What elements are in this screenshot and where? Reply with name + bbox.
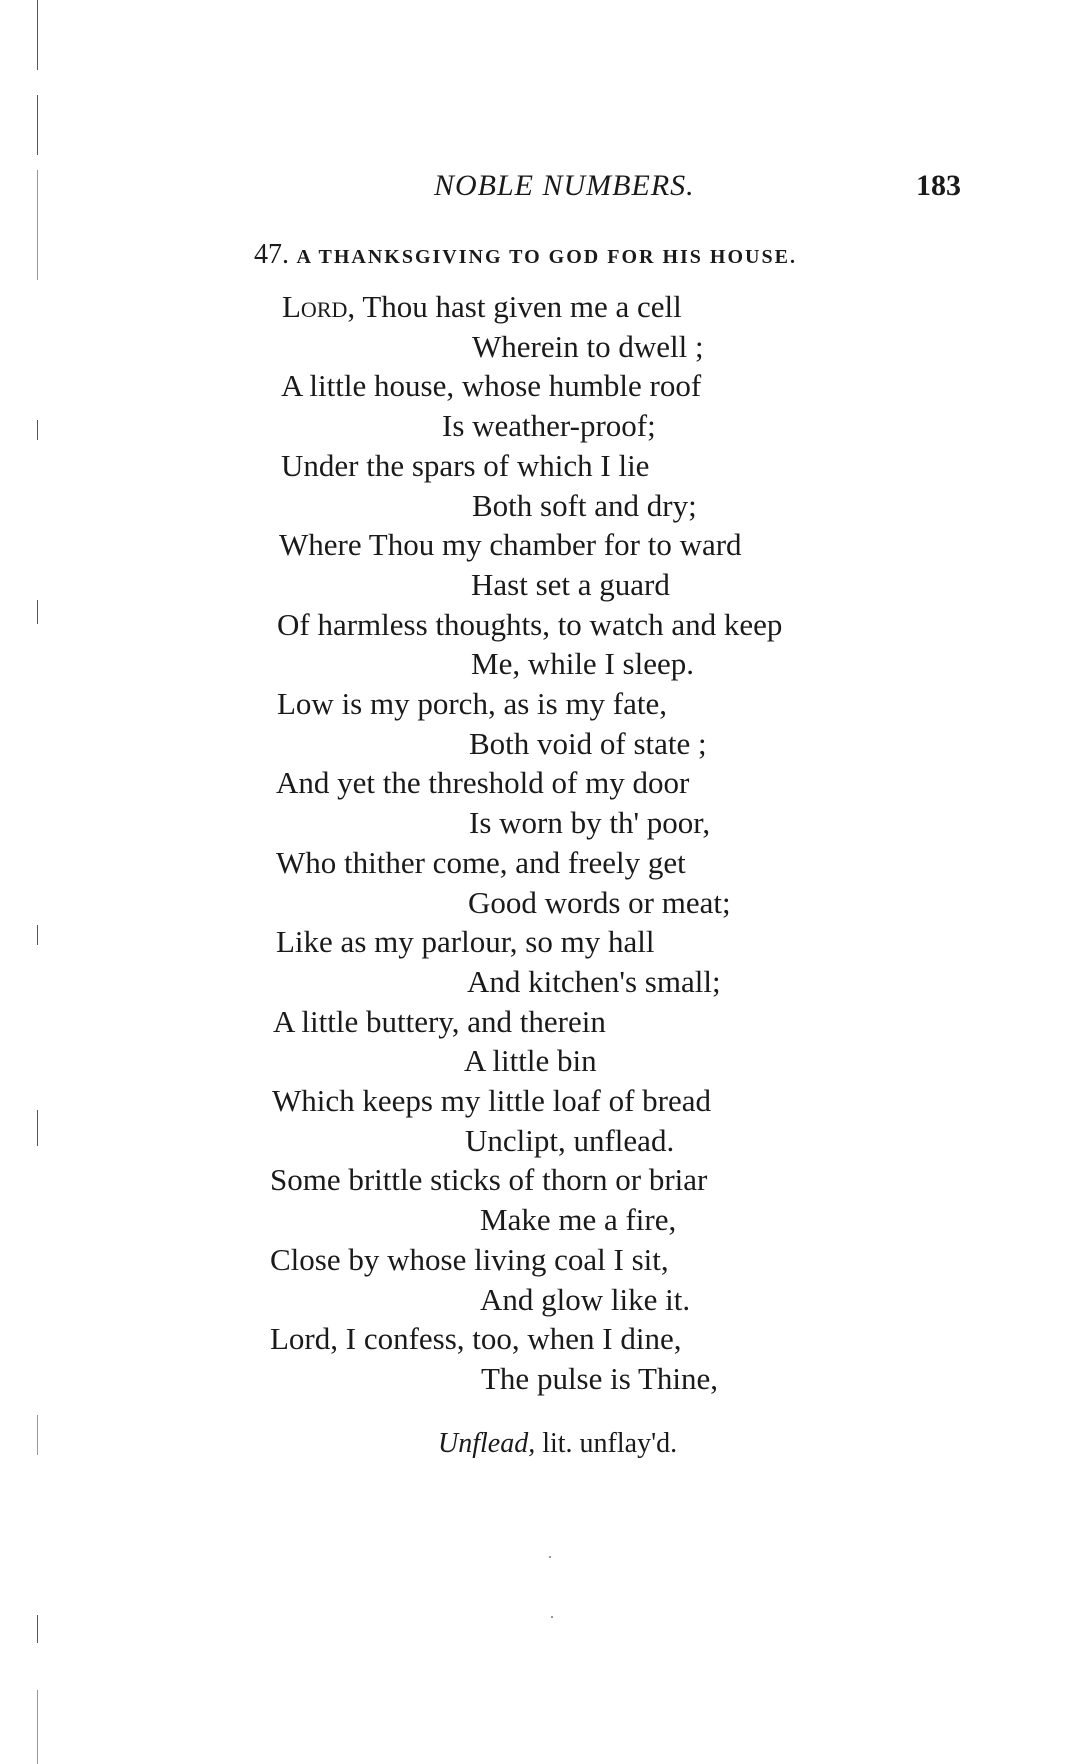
footnote-definition: lit. unflay'd. <box>535 1428 678 1459</box>
poem-line: A little buttery, and therein <box>273 1003 606 1039</box>
poem-line <box>282 287 682 327</box>
scan-margin-mark <box>37 170 38 280</box>
scan-speck <box>551 1616 553 1618</box>
poem-line: Make me a fire, <box>480 1202 677 1238</box>
poem-line: A little bin <box>464 1043 597 1079</box>
poem-line: And kitchen's small; <box>467 963 721 999</box>
poem-line: Is worn by th' poor, <box>469 805 711 841</box>
poem-line: Which keeps my little loaf of bread <box>272 1083 712 1118</box>
poem-line: Close by whose living coal I sit, <box>270 1241 669 1277</box>
poem-line: Like as my parlour, so my hall <box>276 924 655 960</box>
poem-line: Some brittle sticks of thorn or briar <box>270 1162 708 1198</box>
poem-line: Who thither come, and freely get <box>276 844 686 880</box>
first-line-text: Thou hast given me a cell <box>355 289 682 324</box>
poem-line: Me, while I sleep. <box>471 646 694 682</box>
first-word: Lord, <box>282 289 356 324</box>
poem-line: A little house, whose humble roof <box>281 368 702 404</box>
poem-number: 47. <box>254 239 289 270</box>
poem-line: Both soft and dry; <box>472 487 697 523</box>
poem-line: And yet the threshold of my door <box>276 765 690 801</box>
poem-line: The pulse is Thine, <box>481 1360 719 1396</box>
poem-line: Both void of state ; <box>469 725 707 761</box>
scan-margin-mark <box>37 600 38 624</box>
scan-margin-mark <box>37 1110 38 1146</box>
page-number: 183 <box>916 169 961 202</box>
scan-margin-mark <box>37 1615 38 1643</box>
poem-line: Unclipt, unflead. <box>465 1122 675 1158</box>
poem-title-text: A THANKSGIVING TO GOD FOR HIS HOUSE. <box>296 246 797 268</box>
footnote <box>438 1427 677 1461</box>
poem-line: Hast set a guard <box>471 566 670 602</box>
poem-title <box>254 240 797 272</box>
scan-margin-mark <box>37 95 38 155</box>
scan-speck <box>549 1556 551 1558</box>
poem-line: Under the spars of which I lie <box>281 447 650 483</box>
scan-margin-mark <box>37 420 38 440</box>
scan-margin-mark <box>37 0 38 70</box>
footnote-term: Unflead, <box>438 1428 536 1459</box>
scan-margin-mark <box>37 1415 38 1455</box>
poem-line: Wherein to dwell ; <box>472 328 704 364</box>
poem-line: Good words or meat; <box>468 884 731 920</box>
poem-line: Is weather-proof; <box>442 408 656 444</box>
running-title: NOBLE NUMBERS. <box>434 169 695 202</box>
scan-margin-mark <box>37 925 38 945</box>
poem-line: Low is my porch, as is my fate, <box>277 686 668 721</box>
scan-margin-mark <box>37 1690 38 1764</box>
poem-line: Lord, I confess, too, when I dine, <box>270 1321 682 1357</box>
poem-line: Of harmless thoughts, to watch and keep <box>277 606 783 642</box>
poem-line: Where Thou my chamber for to ward <box>279 527 742 563</box>
poem-line: And glow like it. <box>480 1281 691 1317</box>
